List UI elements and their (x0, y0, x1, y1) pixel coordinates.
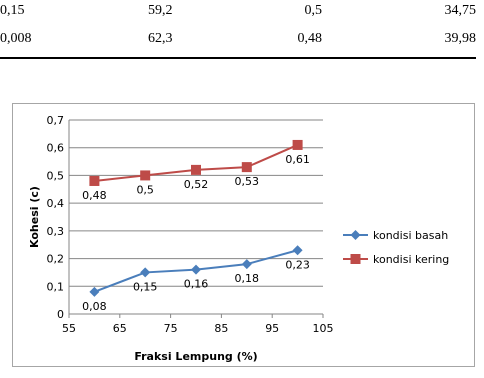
y-tick-label: 0,4 (46, 197, 64, 211)
data-label: 0,15 (132, 280, 158, 294)
data-point (191, 165, 201, 175)
table-cell: 62,3 (148, 31, 173, 46)
x-tick-label: 85 (214, 322, 229, 335)
x-tick-label: 55 (62, 322, 76, 335)
data-point (242, 162, 252, 172)
y-tick-label: 0,1 (46, 280, 64, 294)
data-point (293, 140, 303, 150)
legend-marker (351, 230, 361, 240)
data-label: 0,48 (82, 188, 107, 202)
data-label: 0,16 (183, 277, 209, 291)
data-point (191, 265, 201, 275)
table-cell: 0,5 (304, 3, 322, 18)
x-tick-label: 95 (265, 322, 280, 335)
legend-label: kondisi kering (373, 253, 450, 266)
x-tick-label: 105 (312, 322, 334, 335)
data-label: 0,5 (136, 183, 154, 197)
table-cell: 59,2 (148, 3, 173, 18)
y-tick-label: 0,3 (46, 224, 64, 238)
data-label: 0,23 (285, 258, 310, 272)
y-tick-label: 0,5 (46, 169, 64, 183)
y-tick-label: 0,6 (46, 141, 64, 155)
data-point (140, 267, 150, 277)
table-cell: 39,98 (444, 31, 476, 46)
legend-marker (351, 254, 361, 264)
data-label: 0,52 (183, 177, 209, 191)
table-cell: 0,15 (0, 3, 25, 18)
data-label: 0,61 (285, 152, 310, 166)
data-label: 0,18 (234, 272, 260, 286)
table-cell: 34,75 (444, 3, 476, 18)
data-point (89, 287, 99, 297)
data-point (293, 245, 303, 255)
x-axis-title: Fraksi Lempung (%) (134, 350, 258, 363)
x-tick-label: 75 (163, 322, 178, 335)
table-cell: 0,008 (0, 31, 32, 46)
y-axis-title: Kohesi (c) (28, 186, 41, 248)
legend-label: kondisi basah (373, 229, 449, 242)
data-point (89, 176, 99, 186)
y-tick-label: 0,7 (46, 114, 64, 127)
data-label: 0,53 (234, 175, 260, 189)
data-point (140, 170, 150, 180)
y-tick-label: 0,2 (46, 252, 64, 266)
table-cell: 0,48 (297, 31, 322, 46)
y-tick-label: 0 (57, 308, 64, 321)
x-tick-label: 65 (112, 322, 127, 335)
data-label: 0,08 (82, 299, 107, 313)
data-point (242, 259, 252, 269)
